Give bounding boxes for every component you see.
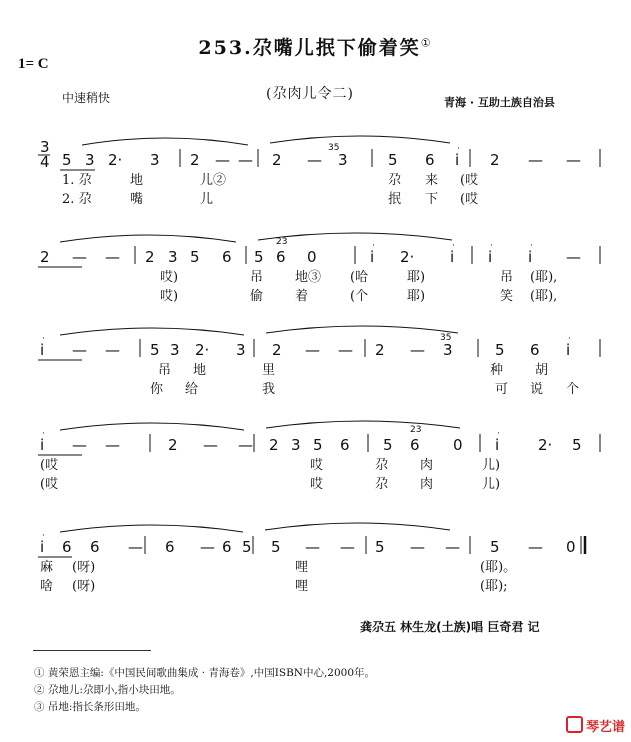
lyric-verse-1: (哎	[40, 458, 59, 473]
dash-mark: —	[72, 341, 87, 359]
song-title: 253.尕嘴儿抿下偷着笑①	[198, 36, 433, 59]
dash-mark: —	[200, 538, 215, 556]
lyric-verse-2: (哎	[40, 477, 59, 492]
lyric-verse-1: 里	[262, 363, 276, 378]
jianpu-note: 2	[272, 341, 282, 359]
time-signature-bottom: 4	[40, 153, 50, 171]
dash-mark: —	[445, 538, 460, 556]
jianpu-note: 5	[388, 151, 398, 169]
jianpu-note: 3	[236, 341, 246, 359]
jianpu-note: i	[488, 248, 493, 266]
jianpu-note: 6	[222, 248, 232, 266]
jianpu-note: 6	[276, 248, 286, 266]
slur	[266, 421, 460, 428]
lyric-verse-2: 哎)	[160, 289, 179, 304]
lyric-verse-2: (个	[350, 289, 369, 304]
jianpu-note: 5	[495, 341, 505, 359]
tempo-marking: 中速稍快	[62, 91, 111, 105]
octave-dot: ·	[42, 531, 45, 541]
jianpu-note: i	[528, 248, 533, 266]
lyric-verse-1: 耶)	[407, 270, 426, 285]
lyric-verse-2: (耶);	[480, 579, 508, 594]
jianpu-note: 2·	[400, 248, 415, 266]
dash-mark: —	[566, 151, 581, 169]
lyric-verse-2: 着	[295, 289, 309, 304]
score-system-4	[38, 421, 600, 492]
jianpu-note: i	[495, 436, 500, 454]
lyric-verse-1: (哈	[350, 270, 369, 285]
jianpu-note: 3	[291, 436, 301, 454]
dash-mark: —	[528, 538, 543, 556]
logo-icon	[566, 716, 583, 733]
jianpu-note: 6	[410, 436, 420, 454]
lyric-verse-2: 下	[425, 192, 439, 207]
dash-mark: —	[305, 341, 320, 359]
lyric-verse-2: (耶),	[530, 289, 558, 304]
grace-note: 35	[440, 333, 452, 343]
footnote-3: ③ 吊地:指长条形田地。	[34, 701, 146, 713]
dash-mark: —	[338, 341, 353, 359]
jianpu-note: 3	[443, 341, 453, 359]
dash-mark: —	[105, 436, 120, 454]
dash-mark: —	[305, 538, 320, 556]
jianpu-note: 5	[150, 341, 160, 359]
jianpu-note: 5	[62, 151, 72, 169]
lyric-verse-1: (哎	[460, 173, 479, 188]
jianpu-note: 2	[490, 151, 500, 169]
jianpu-note: 3	[168, 248, 178, 266]
lyric-verse-1: 哩	[295, 560, 309, 575]
octave-dot: ·	[568, 334, 571, 344]
dash-mark: —	[105, 248, 120, 266]
jianpu-note: i	[566, 341, 571, 359]
lyric-verse-2: 抿	[388, 192, 402, 207]
jianpu-note: 6	[165, 538, 175, 556]
lyric-verse-1: 哎)	[160, 270, 179, 285]
dash-mark: —	[238, 436, 253, 454]
lyric-verse-1: 吊	[158, 363, 172, 378]
score-system-5	[38, 523, 585, 594]
song-origin: 青海 · 互助土族自治县	[444, 96, 555, 109]
slur	[266, 326, 458, 333]
jianpu-note: i	[40, 436, 45, 454]
jianpu-note: 6	[222, 538, 232, 556]
jianpu-note: 2·	[195, 341, 210, 359]
jianpu-note: 3	[85, 151, 95, 169]
lyric-verse-1: 儿)	[482, 458, 501, 473]
dash-mark: —	[72, 436, 87, 454]
jianpu-note: 5	[242, 538, 252, 556]
octave-dot: ·	[42, 334, 45, 344]
jianpu-note: 2	[190, 151, 200, 169]
jianpu-note: 5	[383, 436, 393, 454]
grace-note: 23	[276, 237, 288, 247]
jianpu-note: 6	[425, 151, 435, 169]
jianpu-note: 2·	[108, 151, 123, 169]
lyric-verse-2: 偷	[250, 289, 264, 304]
lyric-verse-1: 种	[490, 363, 504, 378]
jianpu-note: 6	[530, 341, 540, 359]
lyric-verse-1: (呀)	[72, 560, 96, 575]
jianpu-note: 2·	[538, 436, 553, 454]
lyric-verse-1: 来	[425, 173, 439, 188]
lyric-verse-2: 说	[530, 382, 544, 397]
footnote-1: ① 黄荣恩主编:《中国民间歌曲集成 · 青海卷》,中国ISBN中心,2000年。	[34, 667, 376, 679]
jianpu-note: i	[450, 248, 455, 266]
jianpu-note: 0	[453, 436, 463, 454]
lyric-verse-2: 啥	[40, 579, 54, 594]
dash-mark: —	[203, 436, 218, 454]
lyric-verse-2: (呀)	[72, 579, 96, 594]
jianpu-note: 3	[150, 151, 160, 169]
jianpu-note: 5	[190, 248, 200, 266]
dash-mark: —	[215, 151, 230, 169]
jianpu-note: 5	[572, 436, 582, 454]
jianpu-note: 0	[307, 248, 317, 266]
lyric-verse-2: 尕	[375, 477, 389, 492]
lyric-verse-1: 地③	[295, 270, 322, 285]
lyric-verse-2: 个	[566, 382, 580, 397]
dash-mark: —	[410, 538, 425, 556]
lyric-verse-1: 吊	[500, 270, 514, 285]
lyric-verse-2: 你	[150, 382, 164, 397]
score-system-2	[38, 233, 600, 304]
jianpu-note: 6	[90, 538, 100, 556]
jianpu-note: 5	[375, 538, 385, 556]
slur	[82, 138, 248, 145]
jianpu-note: 5	[271, 538, 281, 556]
lyric-verse-1: 哎	[310, 458, 324, 473]
lyric-verse-2: (哎	[460, 192, 479, 207]
song-subtitle: (尕肉儿令二)	[266, 86, 354, 102]
jianpu-note: 5	[490, 538, 500, 556]
lyric-verse-1: 尕	[375, 458, 389, 473]
jianpu-note: i	[40, 341, 45, 359]
jianpu-note: 3	[170, 341, 180, 359]
dash-mark: —	[238, 151, 253, 169]
lyric-verse-2: 2. 尕	[62, 192, 92, 207]
slur	[60, 235, 236, 242]
lyric-verse-1: (耶),	[530, 270, 558, 285]
lyric-verse-1: 1. 尕	[62, 173, 92, 188]
jianpu-note: 2	[269, 436, 279, 454]
jianpu-note: i	[455, 151, 460, 169]
lyric-verse-2: 哎	[310, 477, 324, 492]
lyric-verse-2: 可	[495, 382, 509, 397]
lyric-verse-2: 我	[262, 382, 276, 397]
slur	[270, 136, 450, 143]
lyric-verse-2: 哩	[295, 579, 309, 594]
jianpu-note: 2	[272, 151, 282, 169]
dash-mark: —	[566, 248, 581, 266]
lyric-verse-2: 儿	[200, 192, 214, 207]
grace-note: 23	[410, 425, 422, 435]
footnote-2: ② 尕地儿:尕即小,指小块田地。	[34, 684, 181, 696]
lyric-verse-1: 儿②	[200, 173, 227, 188]
lyric-verse-1: 肉	[420, 458, 434, 473]
jianpu-note: 6	[340, 436, 350, 454]
octave-dot: ·	[530, 241, 533, 251]
lyric-verse-1: 麻	[40, 560, 54, 575]
lyric-verse-1: 地	[193, 363, 207, 378]
octave-dot: ·	[452, 241, 455, 251]
jianpu-note: 5	[313, 436, 323, 454]
octave-dot: ·	[372, 241, 375, 251]
lyric-verse-1: 吊	[250, 270, 264, 285]
lyric-verse-2: 给	[185, 382, 199, 397]
lyric-verse-1: (耶)。	[480, 560, 517, 575]
performer-credits: 龚尕五 林生龙(土族)唱 巨奇君 记	[360, 620, 540, 634]
jianpu-note: i	[370, 248, 375, 266]
slur	[60, 423, 244, 430]
jianpu-note: 0	[566, 538, 576, 556]
jianpu-note: 2	[168, 436, 178, 454]
octave-dot: ·	[490, 241, 493, 251]
key-signature: 1= C	[18, 56, 49, 72]
score-system-1	[60, 136, 600, 207]
dash-mark: —	[410, 341, 425, 359]
jianpu-note: 2	[375, 341, 385, 359]
dash-mark: —	[528, 151, 543, 169]
dash-mark: —	[72, 248, 87, 266]
lyric-verse-1: 尕	[388, 173, 402, 188]
jianpu-note: 6	[62, 538, 72, 556]
lyric-verse-2: 笑	[500, 289, 514, 304]
jianpu-note: 2	[40, 248, 50, 266]
lyric-verse-2: 嘴	[130, 192, 144, 207]
lyric-verse-2: 耶)	[407, 289, 426, 304]
jianpu-note: 3	[338, 151, 348, 169]
dash-mark: —	[105, 341, 120, 359]
jianpu-note: 5	[254, 248, 264, 266]
lyric-verse-1: 地	[130, 173, 144, 188]
footnote-rule	[33, 650, 151, 651]
time-signature-top: 3	[40, 138, 50, 156]
dash-mark: —	[340, 538, 355, 556]
score-system-3	[38, 326, 600, 397]
dash-mark: —	[307, 151, 322, 169]
slur	[265, 523, 450, 530]
octave-dot: ·	[497, 429, 500, 439]
score-systems	[38, 136, 600, 594]
watermark-logo: 琴艺谱	[566, 716, 625, 735]
grace-note: 35	[328, 143, 340, 153]
lyric-verse-2: 肉	[420, 477, 434, 492]
slur	[60, 525, 243, 532]
jianpu-note: i	[40, 538, 45, 556]
octave-dot: ·	[42, 429, 45, 439]
octave-dot: ·	[457, 144, 460, 154]
lyric-verse-2: 儿)	[482, 477, 501, 492]
jianpu-note: 2	[145, 248, 155, 266]
dash-mark: —	[128, 538, 143, 556]
lyric-verse-1: 胡	[535, 363, 549, 378]
slur	[60, 328, 244, 335]
